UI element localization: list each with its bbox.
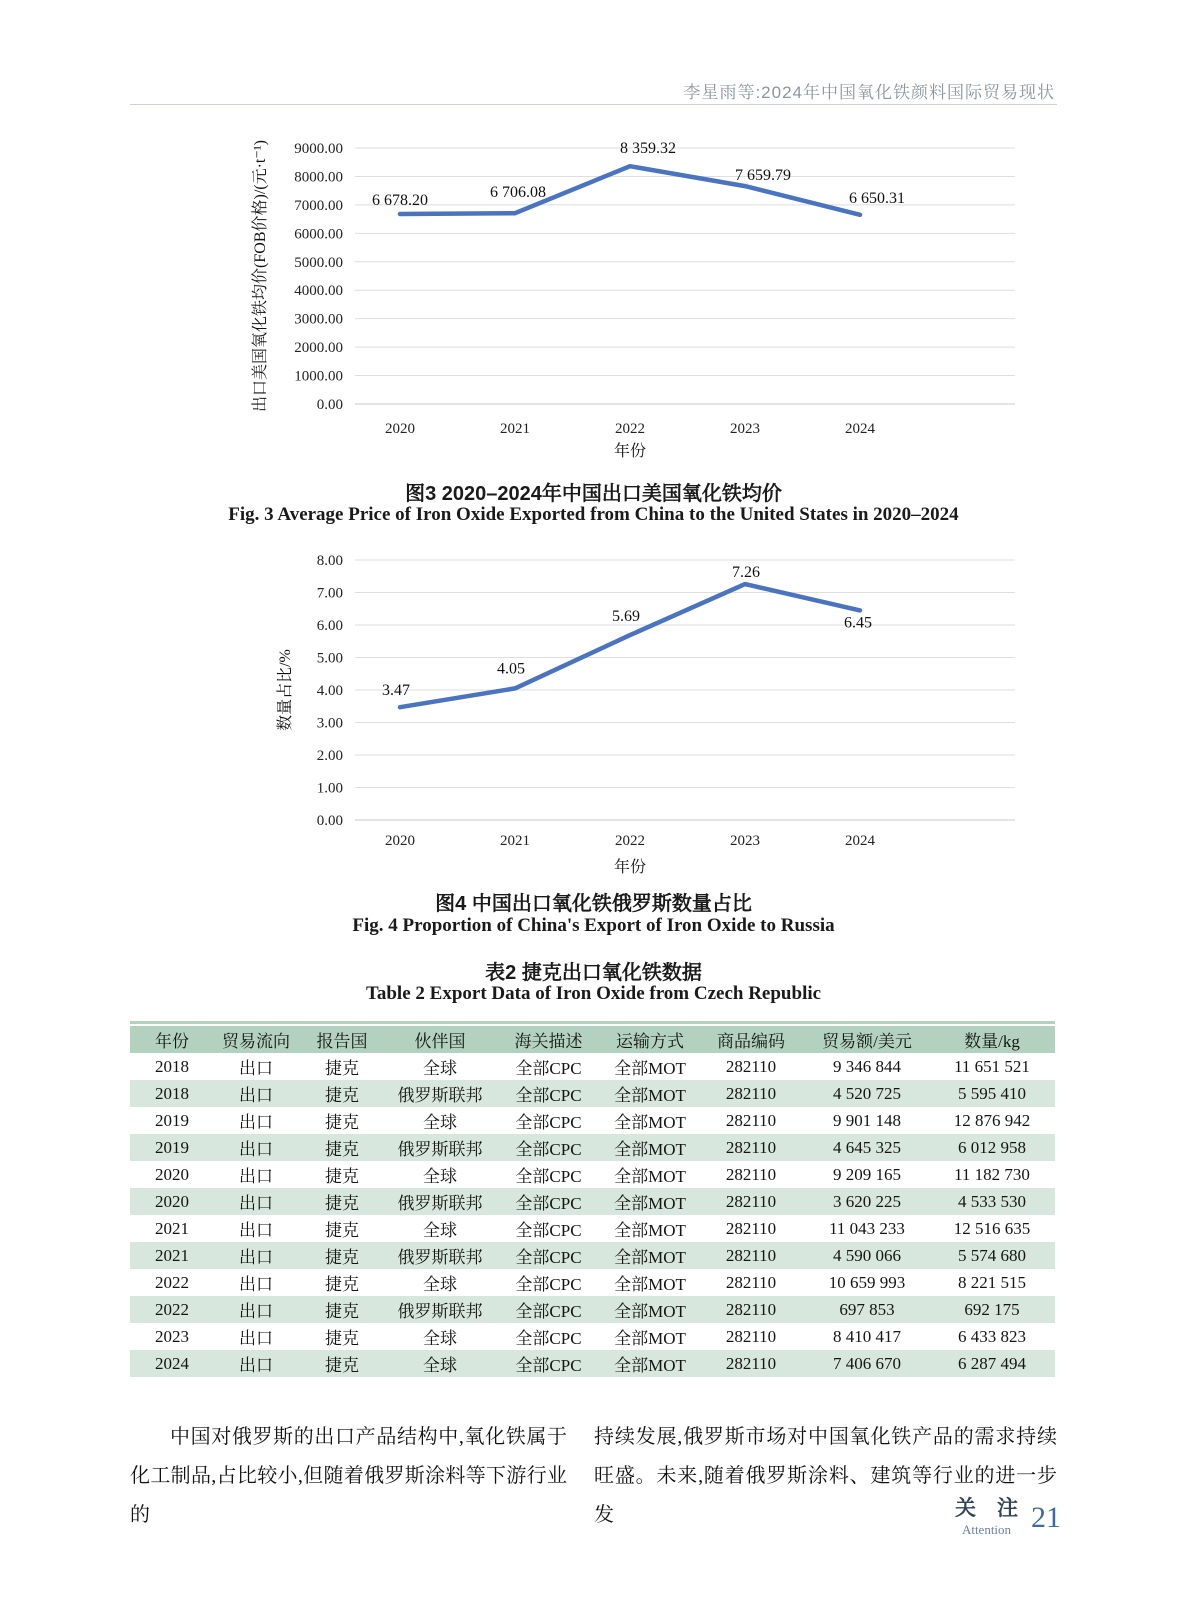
table-cell: 8 221 515 — [958, 1272, 1026, 1292]
table-row — [130, 1323, 1055, 1350]
table2-caption-en: Table 2 Export Data of Iron Oxide from Czech Republic — [365, 983, 822, 1004]
table-cell: 2021 — [155, 1218, 189, 1238]
table-header-cell: 海关描述 — [494, 1026, 603, 1053]
x-tick-label: 2024 — [845, 421, 875, 437]
table-cell: 2018 — [130, 1080, 214, 1107]
data-point-label: 8 359.32 — [620, 140, 676, 158]
y-tick-label: 1.00 — [316, 780, 343, 797]
x-tick-label: 2020 — [385, 421, 415, 437]
data-series-line — [400, 166, 860, 215]
table-cell: 282110 — [697, 1188, 805, 1215]
table-cell: 2020 — [155, 1164, 189, 1184]
table-row — [130, 1296, 1055, 1323]
table-cell: 出口 — [214, 1080, 298, 1107]
table-cell: 俄罗斯联邦 — [386, 1296, 494, 1323]
table-cell: 捷克 — [325, 1059, 359, 1078]
data-point-label: 6.45 — [844, 614, 872, 632]
table-cell: 出口 — [239, 1113, 273, 1132]
table-cell: 俄罗斯联邦 — [386, 1188, 494, 1215]
y-tick-label: 5000.00 — [294, 254, 343, 271]
table-cell: 俄罗斯联邦 — [386, 1080, 494, 1107]
y-tick-label: 6.00 — [316, 618, 343, 634]
footer-section-labels — [955, 1496, 1018, 1540]
table-cell: 出口 — [214, 1296, 298, 1323]
table-cell: 5 595 410 — [929, 1080, 1055, 1107]
table-cell: 全部MOT — [614, 1059, 686, 1078]
table-cell: 282110 — [697, 1080, 805, 1107]
table-cell: 2024 — [130, 1350, 214, 1377]
table-cell: 出口 — [239, 1329, 273, 1348]
y-tick-label: 8000.00 — [294, 169, 343, 186]
table-cell: 全部CPC — [494, 1188, 603, 1215]
y-tick-label: 5.00 — [316, 650, 343, 667]
table-cell: 6 433 823 — [958, 1326, 1026, 1346]
table-cell: 282110 — [725, 1218, 777, 1238]
table-cell: 全部CPC — [515, 1113, 582, 1132]
y-axis-title: 出口美国氧化铁均价(FOB价格)/(元·t⁻¹) — [252, 140, 269, 412]
table-cell: 12 516 635 — [953, 1218, 1031, 1238]
table-row — [130, 1161, 1055, 1188]
y-tick-label: 8.00 — [316, 553, 343, 569]
x-tick-label: 2022 — [615, 833, 645, 849]
table-cell: 282110 — [725, 1326, 777, 1346]
table-cell: 2021 — [130, 1242, 214, 1269]
table2-wrapper — [130, 1021, 1055, 1377]
table-cell: 9 346 844 — [833, 1056, 901, 1076]
y-tick-label: 6000.00 — [294, 226, 343, 243]
table-cell: 捷克 — [298, 1188, 386, 1215]
figure3-caption-en: Fig. 3 Average Price of Iron Oxide Exported from China to the United States in 2020–2024 — [228, 504, 959, 525]
table-header-cell: 商品编码 — [697, 1026, 805, 1053]
table-cell: 全部CPC — [515, 1221, 582, 1240]
table-cell: 全部MOT — [603, 1242, 697, 1269]
table-cell: 全部MOT — [603, 1350, 697, 1377]
table-cell: 全部CPC — [515, 1059, 582, 1078]
x-tick-label: 2023 — [730, 833, 760, 849]
table-header-cell: 贸易额/美元 — [805, 1026, 929, 1053]
y-tick-label: 3.00 — [316, 715, 343, 732]
y-tick-label: 7.00 — [316, 585, 343, 602]
table-cell: 出口 — [239, 1059, 273, 1078]
table-cell: 692 175 — [929, 1296, 1055, 1323]
table-header-cell: 伙伴国 — [386, 1026, 494, 1053]
table-cell: 6 012 958 — [929, 1134, 1055, 1161]
table-cell: 捷克 — [298, 1350, 386, 1377]
y-tick-label: 0.00 — [316, 397, 343, 413]
table-cell: 捷克 — [298, 1080, 386, 1107]
table-cell: 全部CPC — [494, 1242, 603, 1269]
body-paragraph-left: 中国对俄罗斯的出口产品结构中,氧化铁属于化工制品,占比较小,但随着俄罗斯涂料等下游行业的 — [130, 1426, 567, 1526]
table-cell: 4 590 066 — [805, 1242, 929, 1269]
table-cell: 出口 — [214, 1242, 298, 1269]
table-cell: 12 876 942 — [953, 1110, 1031, 1130]
table-cell: 4 533 530 — [929, 1188, 1055, 1215]
y-tick-label: 0.00 — [316, 813, 343, 829]
figure4-caption-zh: 图4 中国出口氧化铁俄罗斯数量占比 — [435, 893, 752, 915]
y-tick-label: 7000.00 — [294, 197, 343, 214]
table-cell: 2019 — [155, 1110, 189, 1130]
table-cell: 2022 — [130, 1296, 214, 1323]
table-row — [130, 1242, 1055, 1269]
table-cell: 全球 — [423, 1329, 457, 1348]
page-footer — [930, 1496, 1060, 1540]
y-tick-label: 2000.00 — [294, 340, 343, 357]
table-cell: 出口 — [214, 1134, 298, 1161]
figure4-caption-en: Fig. 4 Proportion of China's Export of Iron Oxide to Russia — [352, 915, 835, 936]
x-axis-title: 年份 — [613, 443, 647, 460]
x-tick-label: 2021 — [500, 833, 530, 849]
table-cell: 5 574 680 — [929, 1242, 1055, 1269]
table-cell: 全部CPC — [494, 1134, 603, 1161]
table-row — [130, 1269, 1055, 1296]
table-cell: 出口 — [214, 1350, 298, 1377]
table-cell: 282110 — [697, 1134, 805, 1161]
body-paragraph-right: 持续发展,俄罗斯市场对中国氧化铁产品的需求持续旺盛。未来,随着俄罗斯涂料、建筑等行业的进一步发 — [594, 1426, 1057, 1526]
y-tick-label: 9000.00 — [294, 141, 343, 157]
table-row — [130, 1134, 1055, 1161]
table-header-cell: 年份 — [130, 1026, 214, 1053]
table-row — [130, 1350, 1055, 1377]
data-series-line — [400, 584, 860, 707]
data-point-label: 6 706.08 — [490, 184, 546, 202]
table-cell: 8 410 417 — [833, 1326, 901, 1346]
table-cell: 282110 — [697, 1242, 805, 1269]
table-cell: 282110 — [697, 1296, 805, 1323]
x-axis-title: 年份 — [613, 859, 647, 876]
table-cell: 6 287 494 — [929, 1350, 1055, 1377]
table-cell: 捷克 — [298, 1242, 386, 1269]
data-point-label: 6 678.20 — [372, 192, 428, 210]
table-cell: 全部CPC — [515, 1275, 582, 1294]
table-cell: 282110 — [725, 1110, 777, 1130]
table-row — [130, 1107, 1055, 1134]
table-cell: 全部MOT — [603, 1188, 697, 1215]
table-cell: 2018 — [155, 1056, 189, 1076]
data-point-label: 5.69 — [612, 608, 640, 626]
table-cell: 捷克 — [325, 1275, 359, 1294]
table-cell: 捷克 — [298, 1134, 386, 1161]
table-cell: 俄罗斯联邦 — [386, 1134, 494, 1161]
table-row — [130, 1215, 1055, 1242]
data-point-label: 3.47 — [382, 682, 410, 700]
page-number: 21 — [1031, 1501, 1061, 1534]
table-cell: 捷克 — [325, 1329, 359, 1348]
table-cell: 9 901 148 — [833, 1110, 901, 1130]
x-tick-label: 2023 — [730, 421, 760, 437]
table-cell: 全部MOT — [614, 1329, 686, 1348]
table-cell: 捷克 — [298, 1296, 386, 1323]
table2-caption-zh: 表2 捷克出口氧化铁数据 — [485, 962, 702, 984]
x-tick-label: 2021 — [500, 421, 530, 437]
y-tick-label: 3000.00 — [294, 311, 343, 328]
figure4-line-chart — [240, 545, 1040, 880]
export-data-table — [130, 1026, 1055, 1377]
y-axis-title: 数量占比/% — [277, 649, 294, 731]
table-cell: 全球 — [423, 1113, 457, 1132]
table-header-row — [130, 1026, 1055, 1053]
table-cell: 全部CPC — [494, 1296, 603, 1323]
x-tick-label: 2024 — [845, 833, 875, 849]
table-cell: 282110 — [725, 1272, 777, 1292]
table-row — [130, 1188, 1055, 1215]
table-cell: 2022 — [155, 1272, 189, 1292]
footer-section-en: Attention — [961, 1522, 1012, 1537]
table-cell: 捷克 — [325, 1221, 359, 1240]
x-tick-label: 2022 — [615, 421, 645, 437]
table-cell: 全球 — [386, 1350, 494, 1377]
y-tick-label: 2.00 — [316, 748, 343, 764]
table-cell: 2019 — [130, 1134, 214, 1161]
table-cell: 全部MOT — [614, 1221, 686, 1240]
table-cell: 9 209 165 — [833, 1164, 901, 1184]
table-header-cell: 运输方式 — [603, 1026, 697, 1053]
table-cell: 2020 — [130, 1188, 214, 1215]
y-tick-label: 4000.00 — [294, 283, 343, 300]
footer-section-zh: 关 注 — [955, 1497, 1018, 1520]
table-cell: 4 645 325 — [805, 1134, 929, 1161]
table-cell: 11 182 730 — [954, 1164, 1030, 1184]
table-cell: 全部CPC — [494, 1350, 603, 1377]
table-cell: 3 620 225 — [805, 1188, 929, 1215]
table-cell: 全球 — [423, 1221, 457, 1240]
table-cell: 全球 — [423, 1059, 457, 1078]
figure3-caption-zh: 图3 2020–2024年中国出口美国氧化铁均价 — [405, 483, 782, 505]
table-cell: 出口 — [239, 1167, 273, 1186]
table-cell: 出口 — [239, 1221, 273, 1240]
table-row — [130, 1080, 1055, 1107]
table-cell: 2023 — [155, 1326, 189, 1346]
table-cell: 10 659 993 — [828, 1272, 906, 1292]
table-cell: 4 520 725 — [805, 1080, 929, 1107]
running-head: 李星雨等:2024年中国氧化铁颜料国际贸易现状 — [683, 83, 1055, 102]
table-cell: 282110 — [725, 1056, 777, 1076]
table-cell: 捷克 — [325, 1113, 359, 1132]
table-cell: 全部CPC — [515, 1167, 582, 1186]
table-cell: 282110 — [697, 1350, 805, 1377]
table-cell: 697 853 — [805, 1296, 929, 1323]
data-point-label: 6 650.31 — [849, 189, 905, 207]
table-header-cell: 数量/kg — [929, 1026, 1055, 1053]
table-cell: 11 651 521 — [954, 1056, 1030, 1076]
table-cell: 全部MOT — [614, 1275, 686, 1294]
figure3-line-chart — [240, 138, 1040, 473]
table-cell: 全球 — [423, 1167, 457, 1186]
data-point-label: 7 659.79 — [735, 167, 791, 185]
table-cell: 全部CPC — [494, 1080, 603, 1107]
y-tick-label: 4.00 — [316, 683, 343, 699]
x-tick-label: 2020 — [385, 833, 415, 849]
table-cell: 11 043 233 — [829, 1218, 905, 1238]
table-header-cell: 贸易流向 — [214, 1026, 298, 1053]
y-tick-label: 1000.00 — [294, 368, 343, 385]
table-cell: 全部MOT — [603, 1296, 697, 1323]
table-cell: 7 406 670 — [805, 1350, 929, 1377]
table-header-cell: 报告国 — [298, 1026, 386, 1053]
table-cell: 全部MOT — [603, 1080, 697, 1107]
table-cell: 俄罗斯联邦 — [386, 1242, 494, 1269]
table-cell: 282110 — [725, 1164, 777, 1184]
table-cell: 全部MOT — [614, 1113, 686, 1132]
table-cell: 全球 — [423, 1275, 457, 1294]
data-point-label: 4.05 — [497, 660, 525, 678]
data-point-label: 7.26 — [732, 564, 760, 582]
table-cell: 出口 — [214, 1188, 298, 1215]
table-cell: 捷克 — [325, 1167, 359, 1186]
table-cell: 全部MOT — [614, 1167, 686, 1186]
running-head-rule — [130, 104, 1057, 105]
table-row — [130, 1053, 1055, 1080]
table-cell: 全部MOT — [603, 1134, 697, 1161]
table-cell: 出口 — [239, 1275, 273, 1294]
table-cell: 全部CPC — [515, 1329, 582, 1348]
